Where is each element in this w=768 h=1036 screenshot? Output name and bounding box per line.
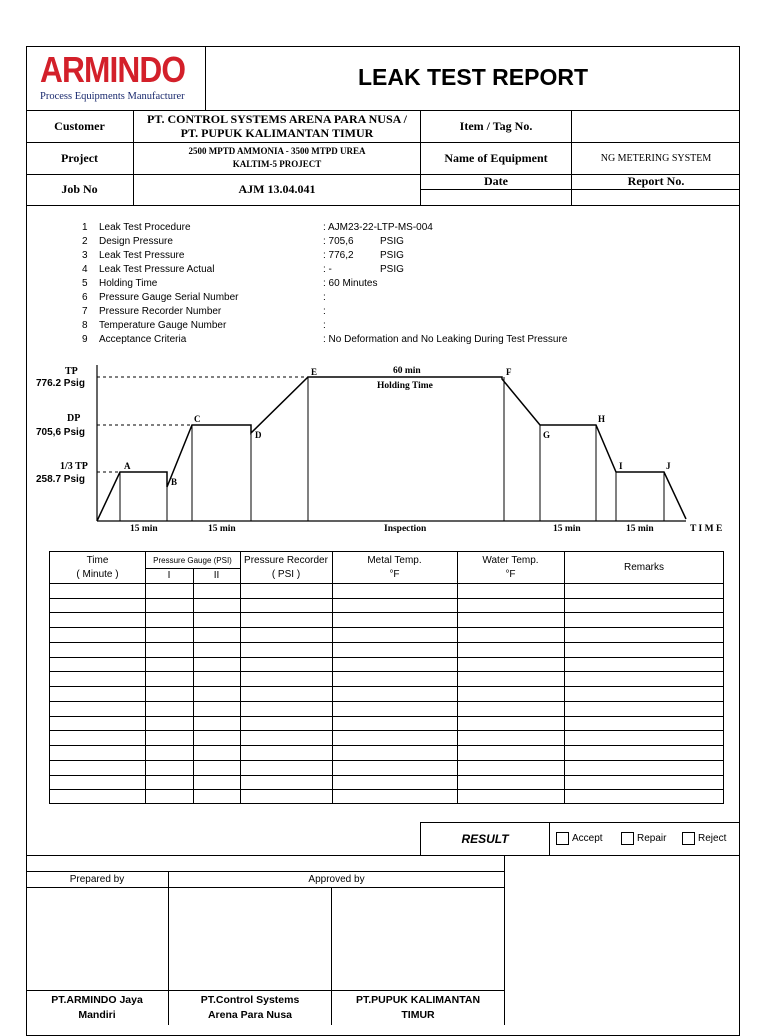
procedure-value: : 776,2 — [323, 250, 354, 261]
customer-line-2: PT. PUPUK KALIMANTAN TIMUR — [180, 126, 374, 140]
divider — [420, 189, 740, 190]
table-column-line — [145, 551, 146, 804]
point-f: F — [506, 367, 512, 377]
table-row — [49, 657, 724, 658]
water-temp-line-2: °F — [505, 568, 516, 580]
company-control-systems — [169, 991, 331, 1024]
table-row — [49, 701, 724, 702]
item-tag-value — [572, 110, 740, 142]
holding-time-label: Holding Time — [377, 381, 433, 391]
point-b: B — [171, 477, 178, 487]
table-row — [49, 612, 724, 613]
signature-box-pupuk[interactable] — [332, 888, 504, 990]
company-control-systems-line-1: PT.Control Systems — [200, 993, 300, 1006]
x-label-inspection: Inspection — [384, 524, 427, 534]
project-line-2: KALTIM-5 PROJECT — [232, 159, 322, 169]
company-armindo-line-1: PT.ARMINDO Jaya — [51, 993, 143, 1006]
company-armindo-line-2: Mandiri — [78, 1008, 116, 1021]
company-pupuk-line-2: TIMUR — [401, 1008, 435, 1021]
table-column-line — [240, 551, 241, 804]
company-pupuk — [332, 991, 504, 1024]
repair-checkbox[interactable] — [621, 832, 666, 845]
point-j: J — [666, 461, 671, 471]
approved-by-label: Approved by — [308, 874, 365, 885]
recorder-header — [240, 552, 332, 583]
company-pupuk-line-1: PT.PUPUK KALIMANTAN — [355, 993, 481, 1006]
equipment-label: Name of Equipment — [444, 150, 548, 165]
metal-temp-header — [332, 552, 457, 583]
tp-value: 776.2 Psig — [36, 378, 85, 389]
x-label-4: 15 min — [626, 524, 654, 534]
procedure-label: Holding Time — [99, 278, 158, 289]
repair-checkbox-box[interactable] — [621, 832, 634, 845]
procedure-value: : — [323, 292, 326, 303]
company-control-systems-line-2: Arena Para Nusa — [207, 1008, 293, 1021]
reject-checkbox[interactable] — [682, 832, 726, 845]
table-column-line — [457, 551, 458, 804]
job-label: Job No — [61, 182, 98, 196]
dp-value: 705,6 Psig — [36, 427, 85, 438]
item-tag-label: Item / Tag No. — [459, 118, 533, 133]
time-header — [50, 552, 145, 583]
time-header-line-1: Time — [86, 554, 109, 566]
table-row — [49, 760, 724, 761]
procedure-value: : — [323, 320, 326, 331]
procedure-number: 6 — [82, 292, 88, 303]
recorder-header-line-1: Pressure Recorder — [244, 554, 328, 566]
water-temp-header — [457, 552, 564, 583]
water-temp-line-1: Water Temp. — [482, 554, 539, 566]
table-column-line — [332, 551, 333, 804]
procedure-value: : - — [323, 264, 332, 275]
procedure-label: Temperature Gauge Number — [99, 320, 227, 331]
project-value — [134, 142, 420, 174]
metal-temp-line-1: Metal Temp. — [367, 554, 422, 566]
gauge-header-1: I — [167, 570, 171, 581]
procedure-label: Design Pressure — [99, 236, 173, 247]
accept-checkbox-box[interactable] — [556, 832, 569, 845]
holding-time-value: 60 min — [393, 366, 421, 376]
procedure-value: : 60 Minutes — [323, 278, 378, 289]
table-row — [49, 730, 724, 731]
customer-line-1: PT. CONTROL SYSTEMS ARENA PARA NUSA / — [147, 112, 407, 126]
point-e: E — [311, 367, 318, 377]
procedure-number: 4 — [82, 264, 88, 275]
customer-label: Customer — [54, 118, 105, 133]
company-armindo — [26, 991, 168, 1024]
divider — [549, 822, 550, 855]
procedure-value: : AJM23-22-LTP-MS-004 — [323, 222, 433, 233]
procedure-number: 1 — [82, 222, 88, 233]
procedure-label: Pressure Gauge Serial Number — [99, 292, 239, 303]
gauge-header: Pressure Gauge (PSI) — [153, 555, 232, 565]
procedure-value: : — [323, 306, 326, 317]
signature-box-armindo[interactable] — [27, 888, 168, 990]
x-label-1: 15 min — [130, 524, 158, 534]
table-row — [49, 775, 724, 776]
procedure-number: 9 — [82, 334, 88, 345]
point-g: G — [543, 430, 551, 440]
procedure-unit: PSIG — [380, 250, 404, 261]
signature-box-control-systems[interactable] — [169, 888, 331, 990]
table-row — [49, 686, 724, 687]
gauge-header-2: II — [213, 570, 220, 581]
date-label: Date — [484, 174, 508, 188]
project-label: Project — [60, 150, 99, 165]
procedure-unit: PSIG — [380, 236, 404, 247]
point-h: H — [598, 414, 606, 424]
company-logo — [40, 50, 200, 106]
table-row — [49, 671, 724, 672]
procedure-label: Leak Test Pressure — [99, 250, 185, 261]
logo-sub-text: Process Equipments Manufacturer — [40, 91, 185, 102]
table-row — [49, 583, 724, 584]
equipment-value: NG METERING SYSTEM — [600, 152, 712, 164]
reject-checkbox-box[interactable] — [682, 832, 695, 845]
procedure-value: : No Deformation and No Leaking During Test Pressure — [323, 334, 568, 345]
procedure-number: 8 — [82, 320, 88, 331]
point-c: C — [194, 414, 201, 424]
result-label: RESULT — [461, 831, 509, 846]
third-tp-label: 1/3 TP — [60, 461, 88, 472]
recorder-header-line-2: ( PSI ) — [271, 568, 301, 580]
logo-main-text: ARMINDO — [40, 49, 186, 90]
procedure-label: Leak Test Pressure Actual — [99, 264, 215, 275]
procedure-number: 2 — [82, 236, 88, 247]
procedure-label: Acceptance Criteria — [99, 334, 187, 345]
pressure-profile-line — [97, 377, 686, 521]
prepared-by-label: Prepared by — [69, 874, 125, 885]
metal-temp-line-2: °F — [389, 568, 400, 580]
dp-label: DP — [67, 413, 81, 424]
table-row — [49, 598, 724, 599]
procedure-number: 3 — [82, 250, 88, 261]
job-value: AJM 13.04.041 — [238, 182, 316, 196]
x-label-3: 15 min — [553, 524, 581, 534]
procedure-unit: PSIG — [380, 264, 404, 275]
procedure-number: 7 — [82, 306, 88, 317]
accept-label: Accept — [572, 833, 603, 845]
procedure-value: : 705,6 — [323, 236, 354, 247]
point-d: D — [255, 430, 262, 440]
table-row — [49, 745, 724, 746]
table-column-line — [564, 551, 565, 804]
procedure-label: Leak Test Procedure — [99, 222, 191, 233]
customer-value — [134, 110, 420, 142]
tp-label: TP — [65, 366, 78, 377]
procedure-label: Pressure Recorder Number — [99, 306, 222, 317]
reject-label: Reject — [698, 833, 727, 845]
procedure-number: 5 — [82, 278, 88, 289]
table-row — [49, 789, 724, 790]
test-log-table — [49, 551, 724, 804]
table-row — [49, 627, 724, 628]
divider — [504, 855, 505, 1025]
time-axis-label: T I M E — [690, 524, 723, 534]
divider — [26, 855, 740, 856]
table-row — [49, 716, 724, 717]
project-line-1: 2500 MPTD AMMONIA - 3500 MTPD UREA — [188, 146, 366, 156]
page-title: LEAK TEST REPORT — [357, 63, 588, 90]
time-header-line-2: ( Minute ) — [76, 568, 119, 580]
repair-label: Repair — [637, 833, 667, 845]
x-label-2: 15 min — [208, 524, 236, 534]
report-no-label: Report No. — [627, 174, 685, 188]
third-tp-value: 258.7 Psig — [36, 474, 85, 485]
remarks-header: Remarks — [623, 562, 664, 573]
point-i: I — [619, 461, 623, 471]
accept-checkbox[interactable] — [556, 832, 603, 845]
divider — [26, 205, 740, 206]
table-row — [49, 642, 724, 643]
point-a: A — [124, 461, 131, 471]
